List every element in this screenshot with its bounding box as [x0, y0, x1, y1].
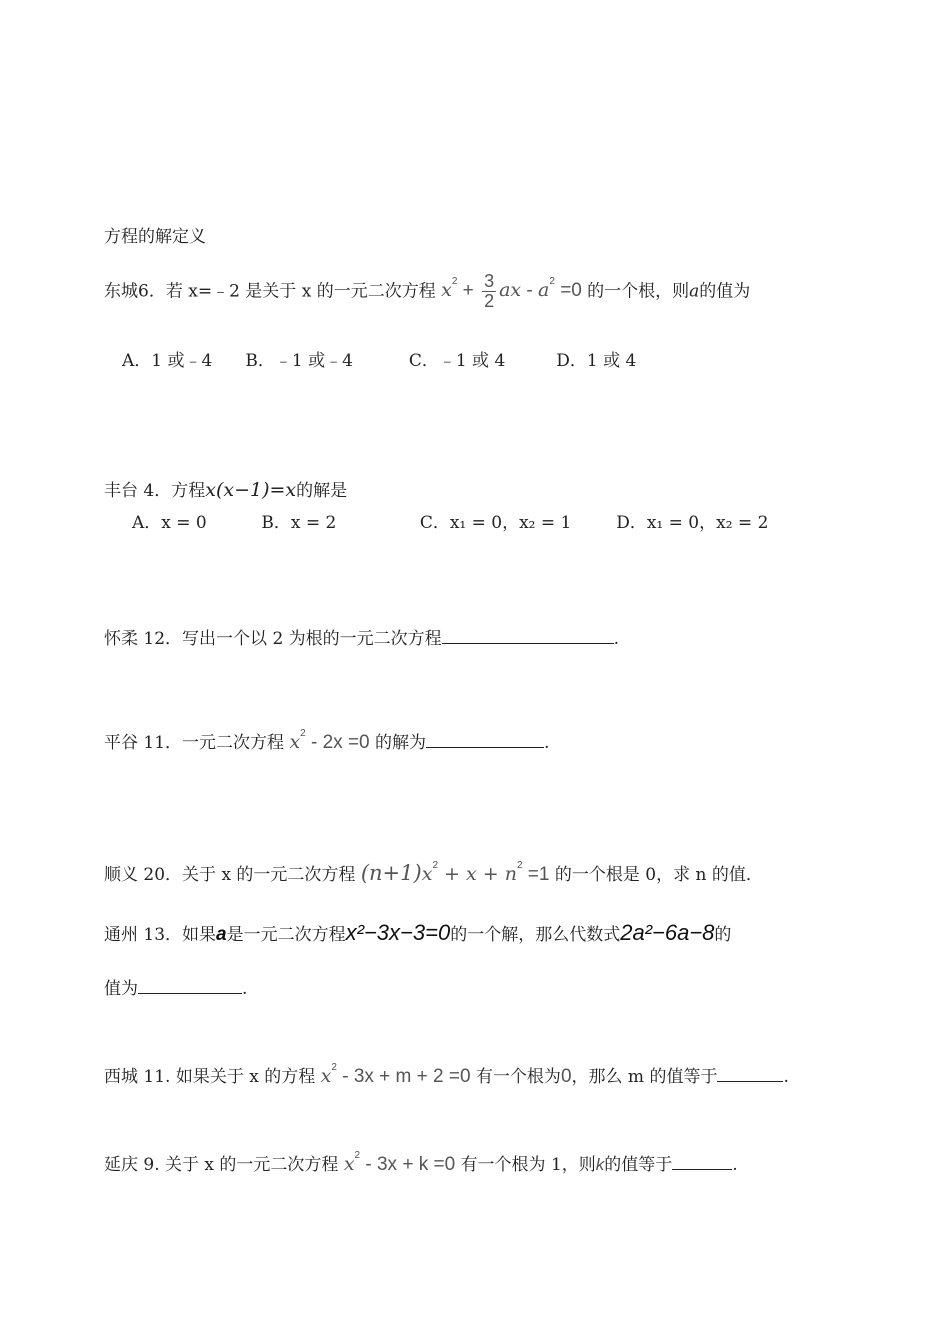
question-text: 的值等于 — [604, 1155, 673, 1175]
equation: $(n+1)x^2 + x + n^2 =1$ — [360, 860, 550, 885]
question-text: 的一个根，则 — [587, 281, 690, 302]
answer-blank[interactable] — [717, 1080, 783, 1082]
question-condition: x=﹣2 — [188, 281, 240, 302]
answer-options — [132, 508, 768, 533]
question-label: 延庆 9. 关于 x 的一元二次方程 — [104, 1155, 339, 1175]
question-fengtai-4 — [104, 476, 347, 501]
question-text: 的解为 — [375, 733, 427, 753]
equation: $x^2 - 3x + k =0$ — [343, 1150, 456, 1175]
answer-blank[interactable] — [138, 992, 242, 994]
question-text: 的 — [714, 925, 732, 945]
question-label: 通州 13．如果 — [104, 925, 217, 945]
variable: a — [216, 924, 227, 945]
option-a: A．1 或﹣4 — [122, 351, 213, 371]
period: . — [613, 629, 620, 649]
value: 0 — [560, 1066, 572, 1087]
question-label: 顺义 20．关于 x 的一元二次方程 — [104, 865, 356, 885]
question-dongcheng-6 — [104, 272, 750, 311]
fraction: $\frac{3}{2}$ — [484, 271, 495, 311]
period: . — [732, 1155, 738, 1175]
question-label: 丰台 4．方程 — [104, 481, 206, 501]
question-text: 的解是 — [296, 481, 348, 501]
equation: $x^2 - 2x =0$ — [289, 728, 370, 753]
question-text: 有一个根为 — [475, 1067, 561, 1087]
question-text: 的一个根是 0，求 n 的值． — [554, 865, 763, 885]
question-shunyi-20 — [104, 860, 763, 886]
equation: $x^2$ + $\frac{3}{2}$ ax - $a^2 =0$ — [441, 271, 582, 311]
equation: x²−3x−3=0 — [345, 920, 451, 945]
option-d: D．1 或 4 — [556, 351, 637, 371]
equation: x(x−1)=x — [205, 479, 297, 501]
period: . — [783, 1067, 789, 1087]
question-tongzhou-13-line2 — [104, 974, 247, 999]
answer-blank[interactable] — [442, 642, 614, 644]
question-text: 怀柔 12．写出一个以 2 为根的一元二次方程 — [104, 629, 442, 649]
section-title: 方程的解定义 — [104, 227, 206, 247]
variable: a — [689, 281, 700, 302]
answer-options — [122, 346, 636, 371]
period: . — [242, 979, 248, 999]
period: . — [544, 733, 550, 753]
question-text: 的一个解，那么代数式 — [450, 925, 621, 945]
question-text: 值为 — [104, 979, 138, 999]
option-b: B．x = 2 — [261, 513, 337, 533]
equation: $x^2 - 3x + m + 2 =0$ — [320, 1062, 471, 1087]
question-text: 的值为 — [699, 281, 751, 302]
option-c: C．x₁ = 0，x₂ = 1 — [419, 513, 572, 533]
question-tongzhou-13 — [104, 920, 731, 946]
question-label: 西城 11. 如果关于 x 的方程 — [104, 1067, 316, 1087]
option-d: D．x₁ = 0，x₂ = 2 — [616, 513, 769, 533]
answer-blank[interactable] — [672, 1168, 732, 1170]
question-text: ，那么 m 的值等于 — [571, 1067, 718, 1087]
question-label: 平谷 11．一元二次方程 — [104, 733, 285, 753]
question-text: 是关于 x 的一元二次方程 — [245, 281, 436, 302]
option-a: A．x = 0 — [132, 513, 207, 533]
option-c: C．﹣1 或 4 — [408, 351, 506, 371]
expression: 2a²−6a−8 — [620, 920, 715, 945]
answer-blank[interactable] — [426, 746, 544, 748]
question-pinggu-11 — [104, 728, 549, 754]
variable: k — [595, 1155, 605, 1174]
question-text: 是一元二次方程 — [226, 925, 346, 945]
question-yanqing-9 — [104, 1150, 738, 1176]
question-text: 有一个根为 1，则 — [460, 1155, 596, 1175]
question-xicheng-11 — [104, 1062, 789, 1088]
question-huairou-12 — [104, 624, 619, 649]
option-b: B．﹣1 或﹣4 — [245, 351, 353, 371]
question-label: 东城6．若 — [104, 281, 183, 302]
